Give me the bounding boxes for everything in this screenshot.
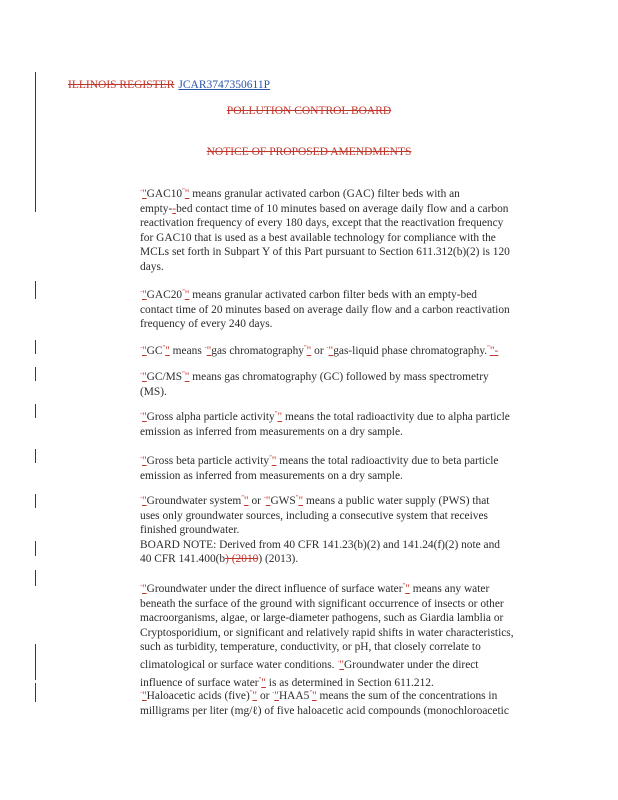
- change-bar: [35, 72, 36, 212]
- change-bar: [35, 644, 36, 680]
- definition-gwudi: -"Groundwater under the direct influence of surface water”" means any water beneath the surface of the ground with significant occurrence of insects or other macroorganisms, algae, or large-diameter pathogens, such as Giardia lamblia or Cryptosporidium, or significant and relatively rapid shifts in water characteristics, such as turbidity, temperature, conductivity, or pH, that closely correlate to climatological or surface water conditions. -"Groundwater under the direct influence of surface water”" is as determined in Section 611.212.: [140, 583, 514, 689]
- change-bar: [35, 449, 36, 463]
- definition-gross-beta: -"Gross beta particle activity”" means the total radioactivity due to beta particle emission as inferred from measurements on a dry sample.: [140, 455, 499, 482]
- term: GAC20: [146, 289, 183, 301]
- definition-haa5: -"Haloacetic acids (five)”" or -"HAA5”" means the sum of the concentrations in milligrams per liter (mg/ℓ) of five haloacetic acid compounds (monochloroacetic: [140, 690, 509, 717]
- definition-gross-alpha: -"Gross alpha particle activity”" means the total radioactivity due to alpha particle emission as inferred from measurements on a dry sample.: [140, 411, 510, 438]
- change-bar: [35, 404, 36, 418]
- change-bar: [35, 367, 36, 381]
- board-title: POLLUTION CONTROL BOARD: [226, 105, 392, 117]
- change-bar: [35, 683, 36, 702]
- notice-title: NOTICE OF PROPOSED AMENDMENTS: [206, 146, 412, 158]
- definition-gc: -"GC”" means -"gas chromatography”" or -"gas-liquid phase chromatography.”"-: [140, 345, 499, 357]
- register-header: [68, 79, 270, 91]
- definition-groundwater-system: -"Groundwater system”" or -"GWS”" means a public water supply (PWS) that uses only groundwater sources, including a consecutive system that receives finished groundwater. BOARD NOTE: Derived from 40 CFR 141.23(b)(2) and 141.24(f)(2) note and 40 CFR 141.400(b) (2010) (2013).: [140, 495, 501, 566]
- register-deleted: ILLINOIS REGISTER: [68, 79, 175, 91]
- change-bar: [35, 340, 36, 354]
- definition-gac10: -"GAC10”" means granular activated carbon (GAC) filter beds with an empty--bed contact time of 10 minutes based on average daily flow and a carbon reactivation frequency of every 180 days, except that the reactivation frequency for GAC10 that is used as a best available technology for compliance with the MCLs set forth in Subpart Y of this Part pursuant to Section 611.312(b)(2) is 120 days.: [140, 188, 510, 273]
- definition-gac20: -"GAC20”" means granular activated carbon filter beds with an empty-bed contact time of 20 minutes based on average daily flow and a carbon reactivation frequency of every 240 days.: [140, 289, 510, 331]
- term: GAC10: [146, 188, 183, 200]
- change-bar: [35, 494, 36, 508]
- change-bar: [35, 570, 36, 586]
- register-inserted: JCAR3747350611P: [178, 79, 270, 91]
- definition-gcms: -"GC/MS”" means gas chromatography (GC) followed by mass spectrometry (MS).: [140, 371, 489, 398]
- change-bar: [35, 281, 36, 299]
- change-bar: [35, 541, 36, 556]
